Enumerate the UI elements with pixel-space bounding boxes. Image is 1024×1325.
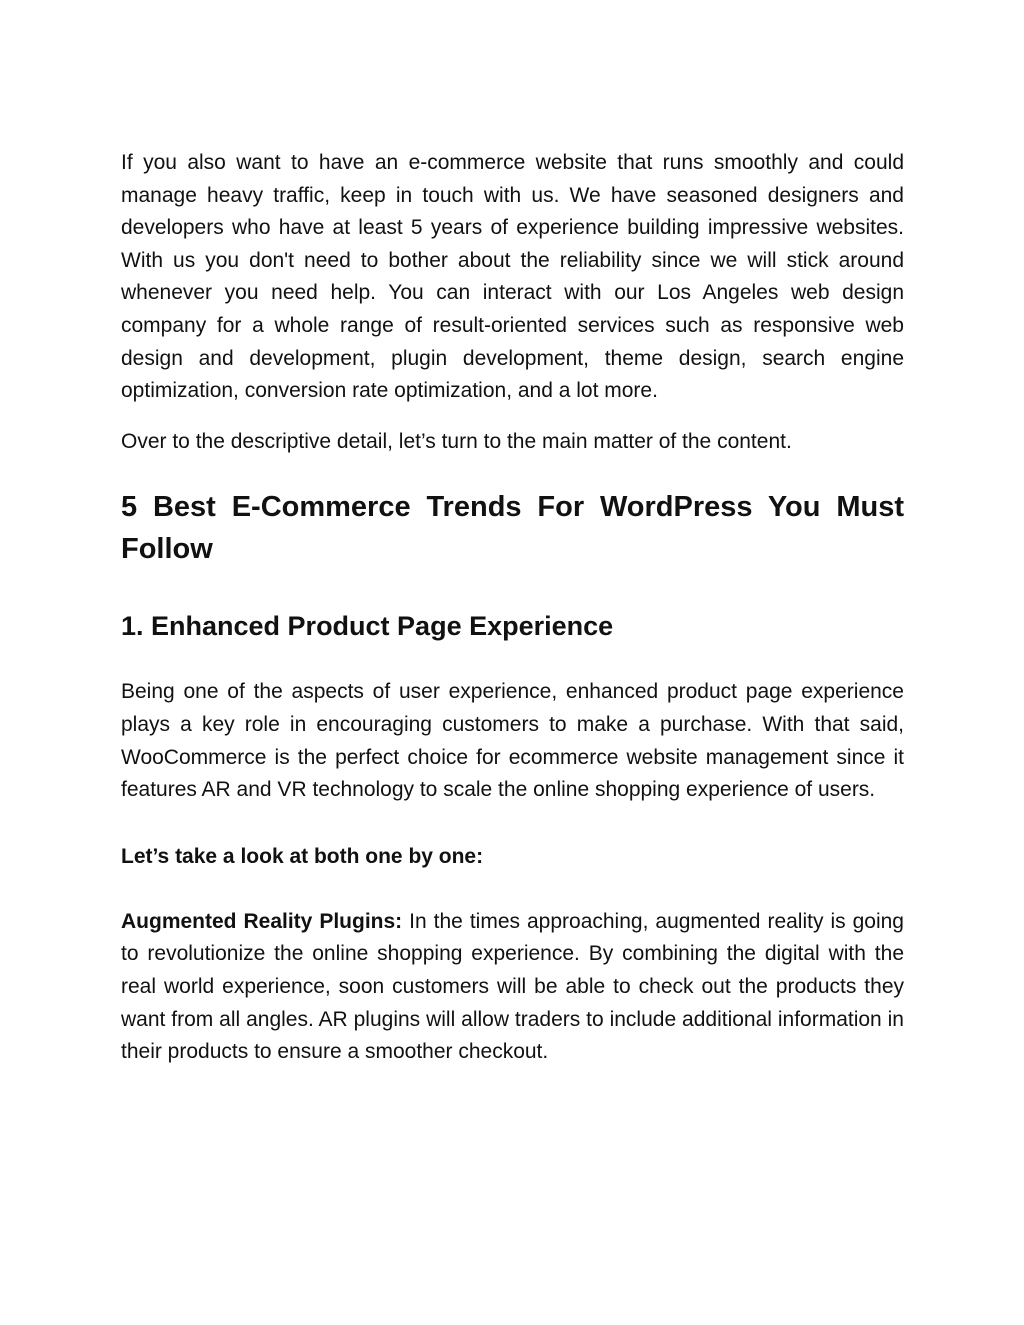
ar-plugins-text: In the times approaching, augmented reality is going to revolutionize the online shopping experience. By combining the digital with the real world experience, soon customers will be able to check out the products they want from all angles. AR plugins will allow traders to include additional information in their products to ensure a smoother checkout. — [121, 909, 904, 1064]
section-1-subheading: Let’s take a look at both one by one: — [121, 844, 484, 868]
ar-plugins-label: Augmented Reality Plugins: — [121, 909, 403, 933]
intro-paragraph: If you also want to have an e-commerce website that runs smoothly and could manage heavy traffic, keep in touch with us. We have seasoned designers and developers who have at least 5 years of experience building impressive websites. With us you don't need to bother about the reliability since we will stick around whenever you need help. You can interact with our Los Angeles web design company for a whole range of result-oriented services such as responsive web design and development, plugin development, theme design, search engine optimization, conversion rate optimization, and a lot more. — [121, 151, 904, 403]
transition-paragraph: Over to the descriptive detail, let’s turn to the main matter of the content. — [121, 429, 792, 453]
ar-plugins-paragraph — [121, 906, 904, 1069]
main-heading: 5 Best E-Commerce Trends For WordPress You Must Follow — [121, 491, 904, 566]
document-page — [121, 147, 904, 1069]
section-1-heading: 1. Enhanced Product Page Experience — [121, 611, 614, 642]
section-1-paragraph: Being one of the aspects of user experience, enhanced product page experience plays a key role in encouraging customers to make a purchase. With that said, WooCommerce is the perfect choice for ecommerce website management since it features AR and VR technology to scale the online shopping experience of users. — [121, 680, 904, 802]
